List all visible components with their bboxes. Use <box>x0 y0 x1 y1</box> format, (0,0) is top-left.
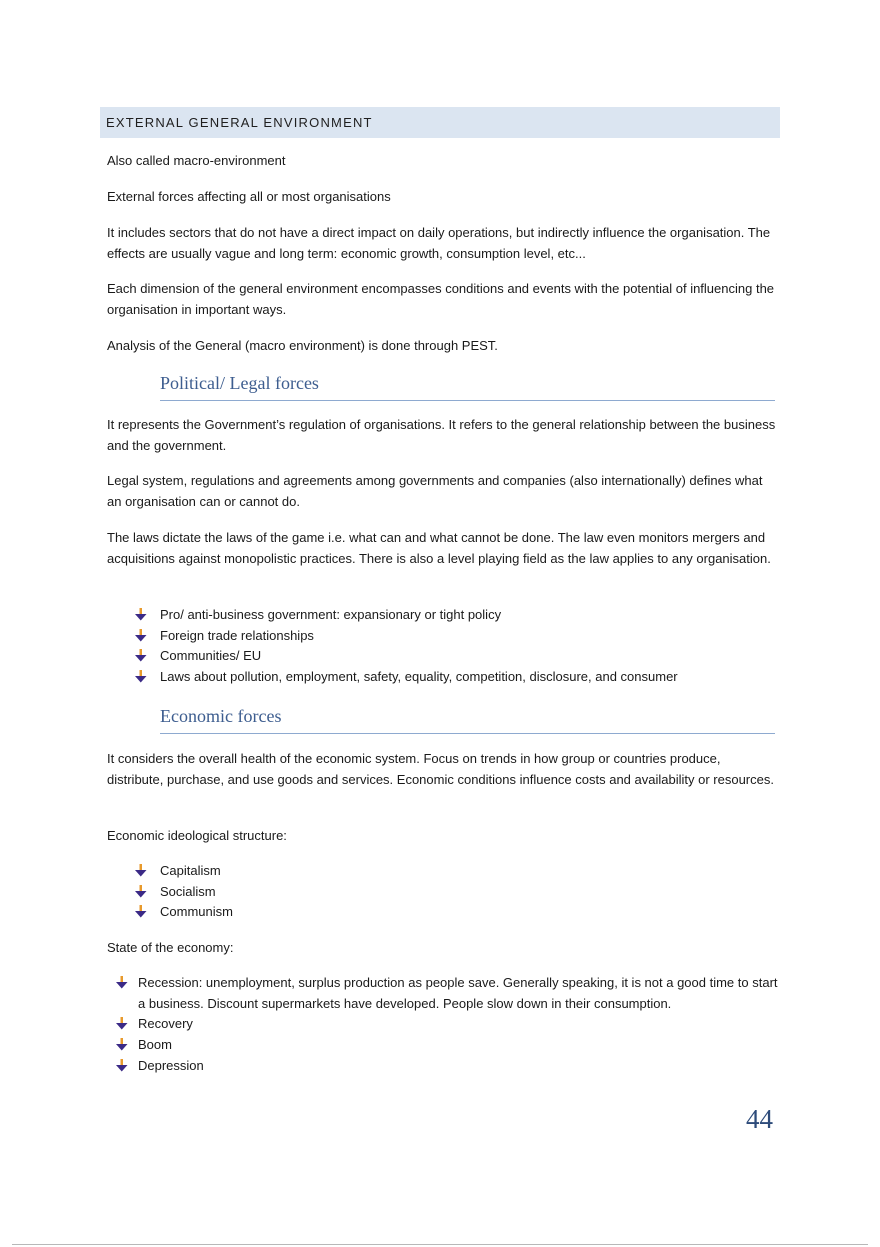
arrow-down-bullet-icon <box>135 885 147 898</box>
arrow-down-bullet-icon <box>135 608 147 621</box>
political-paragraph: Legal system, regulations and agreements among governments and companies (also internationally) defines what an organisation can or cannot do. <box>107 473 763 509</box>
ideology-bullet-list <box>160 861 780 923</box>
list-item: Boom <box>138 1035 778 1056</box>
footer-rule <box>12 1244 868 1245</box>
arrow-down-bullet-icon <box>116 1017 128 1030</box>
state-bullet-list <box>138 973 778 1077</box>
section-header: EXTERNAL GENERAL ENVIRONMENT <box>106 115 373 130</box>
intro-paragraph: Each dimension of the general environment encompasses conditions and events with the potential of influencing the organisation in important ways. <box>107 281 775 317</box>
section-header-band <box>100 107 780 138</box>
state-label: State of the economy: <box>107 940 234 955</box>
political-heading: Political/ Legal forces <box>160 373 775 401</box>
political-paragraph: It represents the Government’s regulation of organisations. It refers to the general relationship between the business and the government. <box>107 417 776 453</box>
list-item: Socialism <box>160 882 780 903</box>
arrow-down-bullet-icon <box>135 670 147 683</box>
list-item: Depression <box>138 1056 778 1077</box>
arrow-down-bullet-icon <box>116 1038 128 1051</box>
list-item: Recovery <box>138 1014 778 1035</box>
list-item: Pro/ anti-business government: expansionary or tight policy <box>160 605 780 626</box>
economic-heading: Economic forces <box>160 706 775 734</box>
list-item: Capitalism <box>160 861 780 882</box>
arrow-down-bullet-icon <box>135 629 147 642</box>
economic-paragraph: It considers the overall health of the economic system. Focus on trends in how group or countries produce, distribute, purchase, and use goods and services. Economic conditions influence costs and availability or resources. <box>107 751 774 787</box>
list-item: Laws about pollution, employment, safety, equality, competition, disclosure, and consumer <box>160 667 780 688</box>
arrow-down-bullet-icon <box>135 649 147 662</box>
arrow-down-bullet-icon <box>116 1059 128 1072</box>
page-number: 44 <box>746 1104 773 1134</box>
intro-paragraph: External forces affecting all or most organisations <box>107 189 391 204</box>
arrow-down-bullet-icon <box>135 905 147 918</box>
list-item: Communism <box>160 902 780 923</box>
intro-paragraph: Analysis of the General (macro environment) is done through PEST. <box>107 338 498 353</box>
list-item: Recession: unemployment, surplus production as people save. Generally speaking, it is not a good time to start a business. Discount supermarkets have developed. People slow down in their consumption. <box>138 973 778 1014</box>
intro-paragraph: It includes sectors that do not have a direct impact on daily operations, but indirectly influence the organisation. The effects are usually vague and long term: economic growth, consumption level, etc... <box>107 225 771 261</box>
arrow-down-bullet-icon <box>116 976 128 989</box>
political-bullet-list <box>160 605 780 688</box>
economic-paragraph: Economic ideological structure: <box>107 828 287 843</box>
political-paragraph: The laws dictate the laws of the game i.e. what can and what cannot be done. The law even monitors mergers and acquisitions against monopolistic practices. There is also a level playing field as the law applies to any organisation. <box>107 530 771 566</box>
arrow-down-bullet-icon <box>135 864 147 877</box>
list-item: Foreign trade relationships <box>160 626 780 647</box>
list-item: Communities/ EU <box>160 646 780 667</box>
intro-paragraph: Also called macro-environment <box>107 153 286 168</box>
